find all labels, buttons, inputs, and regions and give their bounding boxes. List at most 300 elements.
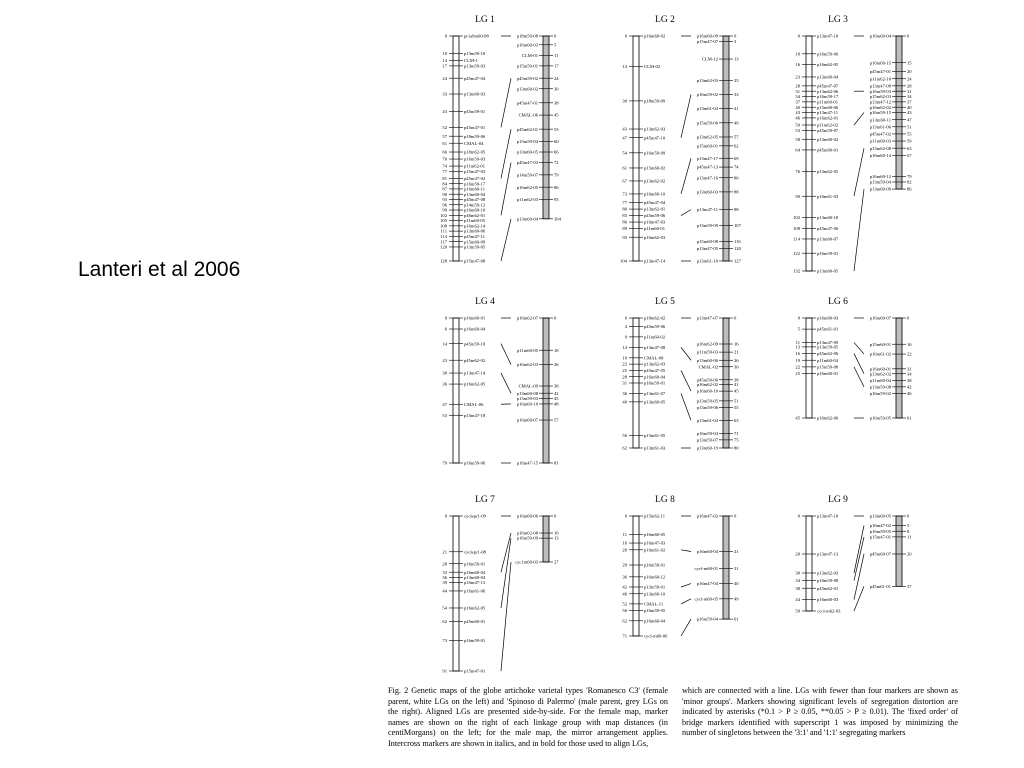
- female-linkage-bar: [633, 516, 639, 636]
- male-marker-distance: 69: [734, 155, 739, 161]
- female-linkage-bar: [453, 318, 459, 463]
- female-marker-distance: 11: [795, 340, 800, 346]
- male-marker-distance: 55: [907, 131, 912, 137]
- male-marker-label: p13m59-07: [696, 437, 718, 443]
- linkage-group-2: [620, 15, 741, 264]
- female-marker-label: p45m59-06: [644, 323, 666, 329]
- genetic-map-figure: [380, 0, 980, 684]
- male-marker-distance: 40: [734, 581, 739, 587]
- alignment-line: [681, 370, 691, 391]
- alignment-line: [854, 342, 864, 354]
- male-marker-label: p11m62-10: [869, 76, 891, 82]
- alignment-line: [501, 533, 511, 572]
- male-marker-label: p13m60-05: [516, 149, 538, 155]
- male-marker-distance: 21: [734, 349, 739, 355]
- figure-caption: [388, 686, 958, 750]
- male-marker-distance: 13: [734, 56, 739, 62]
- male-marker-label: p16m47-15: [516, 460, 538, 466]
- female-marker-distance: 0: [444, 33, 447, 39]
- female-marker-label: p13m47-13: [817, 551, 839, 557]
- male-marker-label: p13m47-05: [696, 246, 718, 252]
- female-marker-distance: 28: [795, 83, 800, 89]
- female-marker-distance: 46: [622, 591, 627, 597]
- male-marker-label: p15m62-03: [869, 94, 891, 100]
- alignment-line: [854, 537, 864, 581]
- linkage-group-6: [795, 297, 912, 421]
- female-marker-label: p45m47-07: [817, 83, 839, 89]
- male-linkage-bar: [723, 36, 729, 261]
- male-marker-distance: 37: [907, 99, 912, 105]
- male-marker-label: p16m60-14: [869, 152, 891, 158]
- male-marker-label: p16m59-05: [869, 528, 891, 534]
- male-marker-distance: 37: [907, 583, 912, 589]
- female-marker-label: p13m59-01: [644, 584, 666, 590]
- alignment-line: [681, 94, 691, 137]
- linkage-group-title: LG 1: [475, 15, 495, 25]
- male-marker-label: CMAL-09: [518, 383, 538, 389]
- female-marker-distance: 102: [793, 215, 800, 221]
- male-marker-distance: 5: [907, 523, 910, 529]
- female-marker-distance: 6: [444, 326, 447, 332]
- male-marker-label: p16m60-06: [516, 513, 538, 519]
- male-marker-label: p16m59-04: [696, 616, 718, 622]
- female-marker-distance: 54: [622, 150, 627, 156]
- male-marker-distance: 41: [734, 106, 739, 112]
- female-marker-label: p45m62-01: [817, 585, 839, 591]
- female-marker-distance: 0: [797, 33, 800, 39]
- caption-right-column: which are connected with a line. LGs with fewer than four markers are shown as 'minor groups'. Markers showing significant levels of segregation distortion are indicated by asterisks (*0.1 > P ≥ 0.05, **0.05 > P ≥ 0.01). The 'fixed order' of bridge markers identified with superscript 1 was imposed by minimizing the number of singletons between the '3:1' and '1:1' segregating markers: [682, 686, 958, 738]
- female-marker-distance: 90: [795, 193, 800, 199]
- female-marker-label: CLM-1: [464, 58, 478, 64]
- female-marker-distance: 61: [442, 140, 447, 146]
- female-marker-label: CMAL-08: [644, 355, 664, 361]
- alignment-line: [681, 599, 691, 604]
- female-marker-distance: 96: [442, 202, 447, 208]
- male-marker-label: p11m59-03: [696, 349, 718, 355]
- male-marker-distance: 13: [554, 535, 559, 541]
- female-marker-label: CMAL-06: [464, 401, 484, 407]
- male-marker-distance: 28: [907, 83, 912, 89]
- female-marker-distance: 66: [442, 149, 447, 155]
- male-marker-label: p13m47-08: [869, 83, 891, 89]
- male-marker-label: p16m60-01: [869, 366, 891, 372]
- female-marker-distance: 47: [622, 135, 627, 141]
- male-marker-label: p13m59-05: [696, 398, 718, 404]
- female-marker-distance: 22: [795, 364, 800, 370]
- male-marker-label: p16m60-09: [696, 33, 718, 39]
- female-marker-distance: 21: [442, 549, 447, 555]
- female-marker-label: p16m59-06: [817, 51, 839, 57]
- male-marker-label: p11m60-05: [516, 347, 538, 353]
- male-marker-label: p16m59-04: [696, 430, 718, 436]
- linkage-group-title: LG 2: [655, 15, 675, 25]
- male-marker-label: cyc1m60-03: [515, 559, 538, 565]
- female-marker-distance: 16: [795, 351, 800, 357]
- male-marker-label: p16m59-02: [869, 391, 891, 397]
- female-marker-distance: 114: [440, 233, 447, 239]
- female-marker-label: cyclepr1-09: [464, 513, 486, 519]
- male-marker-distance: 0: [554, 33, 557, 39]
- female-marker-distance: 58: [795, 136, 800, 142]
- female-marker-label: p16m60-04: [644, 618, 666, 624]
- alignment-line: [854, 113, 864, 125]
- female-marker-distance: 14: [442, 341, 447, 347]
- female-marker-distance: 54: [442, 605, 447, 611]
- female-marker-distance: 79: [442, 460, 447, 466]
- male-marker-label: p15m59-06: [696, 120, 718, 126]
- male-marker-distance: 38: [907, 377, 912, 383]
- female-marker-distance: 0: [797, 315, 800, 321]
- female-marker-distance: 93: [442, 197, 447, 203]
- female-marker-distance: 86: [622, 219, 627, 225]
- male-marker-label: p13m47-12: [869, 99, 891, 105]
- female-marker-distance: 56: [622, 433, 627, 439]
- male-marker-distance: 80: [734, 445, 739, 451]
- male-marker-label: p45m47-03: [516, 160, 538, 166]
- male-marker-distance: 20: [907, 551, 912, 557]
- male-marker-distance: 82: [907, 179, 912, 185]
- male-marker-label: p13m59-06: [696, 404, 718, 410]
- male-marker-distance: 24: [554, 75, 559, 81]
- female-marker-label: p46m62-01: [464, 212, 486, 218]
- male-marker-label: p13m62-02: [869, 371, 891, 377]
- female-marker-label: p16m61-06: [464, 588, 486, 594]
- female-marker-distance: 53: [442, 412, 447, 418]
- male-marker-distance: 38: [734, 377, 739, 383]
- female-marker-distance: 19: [622, 355, 627, 361]
- male-marker-distance: 38: [554, 100, 559, 106]
- female-marker-label: p13m47-18: [464, 412, 486, 418]
- male-marker-distance: 53: [554, 126, 559, 132]
- female-marker-label: p16m47-13: [464, 580, 486, 586]
- female-marker-label: p13m62-06: [817, 88, 839, 94]
- female-linkage-bar: [806, 318, 812, 418]
- male-marker-label: p16m60-10: [516, 401, 538, 407]
- male-marker-label: p15m47-01: [869, 534, 891, 540]
- female-marker-distance: 24: [442, 75, 447, 81]
- female-marker-label: p16m60-02: [644, 33, 666, 39]
- female-marker-label: p16m61-02: [644, 547, 666, 553]
- male-marker-distance: 57: [734, 134, 739, 140]
- female-marker-distance: 52: [442, 125, 447, 131]
- male-marker-label: p13m59-04: [869, 179, 891, 185]
- female-linkage-bar: [453, 36, 459, 261]
- male-marker-distance: 17: [554, 63, 559, 69]
- female-marker-label: p16m60-12: [644, 574, 666, 580]
- male-marker-label: p14m59-07: [516, 172, 538, 178]
- male-marker-distance: 45: [554, 112, 559, 118]
- alignment-line: [501, 562, 511, 671]
- female-marker-label: p45m59-06: [644, 213, 666, 219]
- female-marker-label: p16m60-04: [644, 374, 666, 380]
- female-marker-distance: 31: [795, 88, 800, 94]
- male-marker-label: cycl-m60-01: [694, 565, 718, 571]
- alignment-line: [681, 550, 691, 552]
- male-marker-label: p16m47-04: [696, 581, 718, 587]
- female-marker-distance: 0: [624, 513, 627, 519]
- male-marker-distance: 49: [734, 120, 739, 126]
- male-marker-label: p45m61-01: [869, 583, 891, 589]
- male-linkage-bar: [543, 36, 549, 219]
- female-marker-distance: 102: [440, 212, 447, 218]
- male-marker-distance: 47: [907, 117, 912, 123]
- male-marker-label: p13m60-04: [516, 216, 538, 222]
- female-marker-distance: 77: [622, 200, 627, 206]
- male-marker-label: p16m60-03: [516, 42, 538, 48]
- female-marker-distance: 62: [442, 619, 447, 625]
- female-marker-label: p13m47-14: [644, 258, 666, 264]
- female-marker-label: p13m60-06: [464, 228, 486, 234]
- alignment-line: [854, 189, 864, 271]
- female-marker-label: p11m60-05: [464, 218, 486, 224]
- female-marker-distance: 62: [622, 618, 627, 624]
- female-marker-distance: 16: [795, 62, 800, 68]
- female-marker-label: p45m47-10: [644, 135, 666, 141]
- female-marker-label: p15m62-11: [644, 513, 666, 519]
- male-marker-label: p15m47-07: [696, 38, 718, 44]
- male-marker-label: p15m59-04: [516, 139, 538, 145]
- male-marker-label: p13m59-09: [696, 223, 718, 229]
- female-marker-label: p45m47-02: [464, 175, 486, 181]
- male-marker-label: p16m59-03: [869, 88, 891, 94]
- male-marker-distance: 45: [554, 396, 559, 402]
- female-marker-label: p11m60-02: [644, 334, 666, 340]
- male-marker-distance: 27: [554, 559, 559, 565]
- female-marker-distance: 38: [795, 585, 800, 591]
- female-marker-label: p45m47-08: [464, 197, 486, 203]
- male-marker-label: p11m60-03: [869, 138, 891, 144]
- female-marker-distance: 128: [440, 258, 447, 264]
- male-marker-label: p16m60-12: [869, 174, 891, 180]
- female-marker-distance: 4: [624, 323, 627, 329]
- female-marker-label: p16m62-06: [817, 415, 839, 421]
- female-marker-distance: 17: [442, 63, 447, 69]
- female-marker-distance: 40: [622, 399, 627, 405]
- female-marker-distance: 28: [622, 374, 627, 380]
- male-marker-label: p16m62-02: [869, 104, 891, 110]
- female-marker-label: p16m60-03: [817, 315, 839, 321]
- male-marker-distance: 61: [907, 415, 912, 421]
- male-marker-label: p16m62-05: [516, 184, 538, 190]
- female-marker-label: p11m60-01: [644, 226, 666, 232]
- female-marker-label: p15m60-02: [644, 165, 666, 171]
- female-marker-distance: 77: [442, 168, 447, 174]
- female-marker-distance: 84: [442, 181, 447, 187]
- female-marker-label: p14m59-12: [464, 202, 486, 208]
- female-marker-label: p16m60-10: [644, 191, 666, 197]
- female-marker-label: p11m60-04: [817, 357, 839, 363]
- female-marker-label: p16m62-05: [817, 62, 839, 68]
- male-marker-distance: 71: [734, 430, 739, 436]
- female-marker-label: p11m62-02: [817, 122, 839, 128]
- male-marker-label: p13m61-06: [869, 124, 891, 130]
- female-marker-distance: 117: [440, 239, 447, 245]
- male-marker-label: cycl-m60-05: [694, 596, 718, 602]
- male-marker-label: p16m47-02: [869, 523, 891, 529]
- linkage-group-3: [793, 15, 912, 274]
- male-marker-label: p15m59-01: [516, 63, 538, 69]
- male-marker-distance: 30: [554, 86, 559, 92]
- female-marker-distance: 10: [795, 51, 800, 57]
- female-marker-distance: 53: [795, 127, 800, 133]
- female-marker-label: p16m59-01: [817, 250, 839, 256]
- male-marker-label: p13m61-10: [696, 258, 718, 264]
- female-marker-distance: 108: [793, 225, 800, 231]
- female-marker-label: p16m59-08: [817, 578, 839, 584]
- male-marker-label: p45m59-02: [516, 75, 538, 81]
- male-marker-distance: 48: [554, 401, 559, 407]
- female-marker-distance: 33: [442, 91, 447, 97]
- female-marker-label: p16m59-17: [817, 94, 839, 100]
- male-marker-distance: 42: [907, 384, 912, 390]
- female-marker-distance: 91: [442, 668, 447, 674]
- female-marker-label: p45m62-06: [817, 351, 839, 357]
- female-marker-distance: 37: [795, 99, 800, 105]
- male-marker-label: CMAL-06: [518, 112, 538, 118]
- female-marker-distance: 67: [622, 178, 627, 184]
- male-marker-distance: 26: [734, 357, 739, 363]
- female-marker-distance: 105: [440, 218, 447, 224]
- female-marker-distance: 0: [444, 315, 447, 321]
- female-marker-label: p16m47-03: [644, 540, 666, 546]
- linkage-group-title: LG 6: [828, 297, 848, 307]
- male-marker-label: p16m47-02: [696, 513, 718, 519]
- female-marker-label: p13m62-03: [644, 126, 666, 132]
- female-marker-label: p13m62-05: [817, 168, 839, 174]
- alignment-line: [501, 78, 511, 127]
- female-marker-label: p16m62-05: [464, 605, 486, 611]
- female-marker-label: p45m59-07: [817, 127, 839, 133]
- male-marker-distance: 63: [907, 145, 912, 151]
- male-marker-label: p16m60-15: [869, 60, 891, 66]
- male-marker-distance: 51: [734, 398, 739, 404]
- female-marker-label: p13m60-04: [464, 191, 486, 197]
- female-marker-label: p16m59-01: [644, 562, 666, 568]
- female-marker-distance: 61: [622, 165, 627, 171]
- female-marker-distance: 42: [622, 584, 627, 590]
- male-marker-label: p45m47-02: [869, 131, 891, 137]
- female-marker-distance: 19: [795, 357, 800, 363]
- male-marker-label: p16m62-07: [516, 315, 538, 321]
- alignment-line: [854, 554, 864, 600]
- male-marker-distance: 33: [734, 92, 739, 98]
- female-marker-distance: 36: [622, 391, 627, 397]
- female-marker-label: CLM-02: [644, 63, 661, 69]
- linkage-group-1: [440, 15, 561, 264]
- male-marker-label: p13m60-19: [696, 445, 718, 451]
- linkage-group-7: [442, 495, 559, 674]
- alignment-line: [854, 354, 864, 374]
- female-marker-label: p13m47-11: [817, 110, 839, 116]
- male-marker-distance: 75: [734, 437, 739, 443]
- female-marker-label: p16m60-01: [464, 315, 486, 321]
- male-marker-distance: 79: [554, 172, 559, 178]
- female-marker-distance: 40: [795, 104, 800, 110]
- female-marker-distance: 87: [442, 186, 447, 192]
- alignment-line: [854, 367, 864, 387]
- female-marker-label: CMAL-04: [464, 140, 484, 146]
- male-linkage-bar: [543, 516, 549, 562]
- female-marker-label: p15m60-06: [817, 104, 839, 110]
- male-marker-label: p15m60-01: [869, 341, 891, 347]
- male-marker-label: p13m61-04: [696, 106, 718, 112]
- female-marker-label: p13m61-03: [644, 445, 666, 451]
- female-marker-distance: 93: [622, 234, 627, 240]
- female-marker-label: cycl-m62-03: [817, 608, 841, 614]
- male-marker-distance: 0: [554, 513, 557, 519]
- male-marker-distance: 22: [907, 351, 912, 357]
- male-marker-distance: 81: [554, 460, 559, 466]
- female-marker-distance: 104: [620, 258, 627, 264]
- female-marker-distance: 30: [442, 370, 447, 376]
- male-marker-distance: 116: [734, 239, 741, 245]
- male-marker-distance: 30: [734, 364, 739, 370]
- male-marker-distance: 63: [734, 417, 739, 423]
- male-marker-label: p13m60-09: [869, 186, 891, 192]
- alignment-line: [501, 344, 511, 365]
- female-marker-label: p16m62-14: [464, 223, 486, 229]
- alignment-line: [681, 347, 691, 360]
- linkage-group-title: LG 3: [828, 15, 848, 25]
- male-marker-label: CLM-12: [701, 56, 718, 62]
- female-marker-label: p16m60-04: [464, 326, 486, 332]
- male-marker-distance: 67: [907, 152, 912, 158]
- female-marker-label: p45m47-04: [644, 200, 666, 206]
- female-marker-distance: 34: [795, 94, 800, 100]
- female-marker-distance: 74: [442, 163, 447, 169]
- male-marker-distance: 98: [734, 207, 739, 213]
- female-marker-label: p45m47-06: [817, 225, 839, 231]
- alignment-line: [854, 586, 864, 611]
- female-marker-distance: 52: [622, 601, 627, 607]
- female-marker-label: p15m61-05: [644, 433, 666, 439]
- linkage-group-title: LG 5: [655, 297, 675, 307]
- female-marker-distance: 45: [795, 415, 800, 421]
- female-marker-label: p13m47-14: [464, 370, 486, 376]
- female-marker-label: pr1a9m60-08: [464, 33, 489, 39]
- female-marker-label: p13m62-01: [644, 206, 666, 212]
- female-marker-distance: 33: [442, 569, 447, 575]
- female-marker-distance: 14: [622, 344, 627, 350]
- male-marker-distance: 0: [907, 33, 910, 39]
- female-marker-label: p16m59-03: [464, 156, 486, 162]
- male-marker-distance: 31: [907, 88, 912, 94]
- male-marker-distance: 0: [734, 513, 737, 519]
- female-marker-distance: 13: [795, 344, 800, 350]
- female-marker-distance: 14: [442, 58, 447, 64]
- male-marker-distance: 3: [734, 38, 737, 44]
- female-marker-distance: 111: [440, 228, 447, 234]
- male-marker-distance: 15: [907, 60, 912, 66]
- male-marker-distance: 31: [907, 366, 912, 372]
- male-marker-distance: 79: [907, 174, 912, 180]
- male-marker-distance: 18: [554, 347, 559, 353]
- female-marker-distance: 73: [622, 191, 627, 197]
- male-marker-distance: 20: [907, 69, 912, 75]
- male-marker-distance: 38: [554, 383, 559, 389]
- female-marker-label: p15m47-03: [464, 168, 486, 174]
- male-marker-label: p16m62-02: [696, 382, 718, 388]
- female-marker-distance: 36: [622, 574, 627, 580]
- male-marker-label: p13m60-02: [516, 86, 538, 92]
- female-marker-label: p45m60-01: [464, 619, 486, 625]
- male-marker-distance: 0: [734, 33, 737, 39]
- female-marker-label: p45m47-11: [464, 233, 486, 239]
- female-marker-distance: 23: [795, 74, 800, 80]
- male-marker-label: p45m59-06: [696, 377, 718, 383]
- male-marker-distance: 66: [554, 149, 559, 155]
- female-marker-distance: 81: [442, 175, 447, 181]
